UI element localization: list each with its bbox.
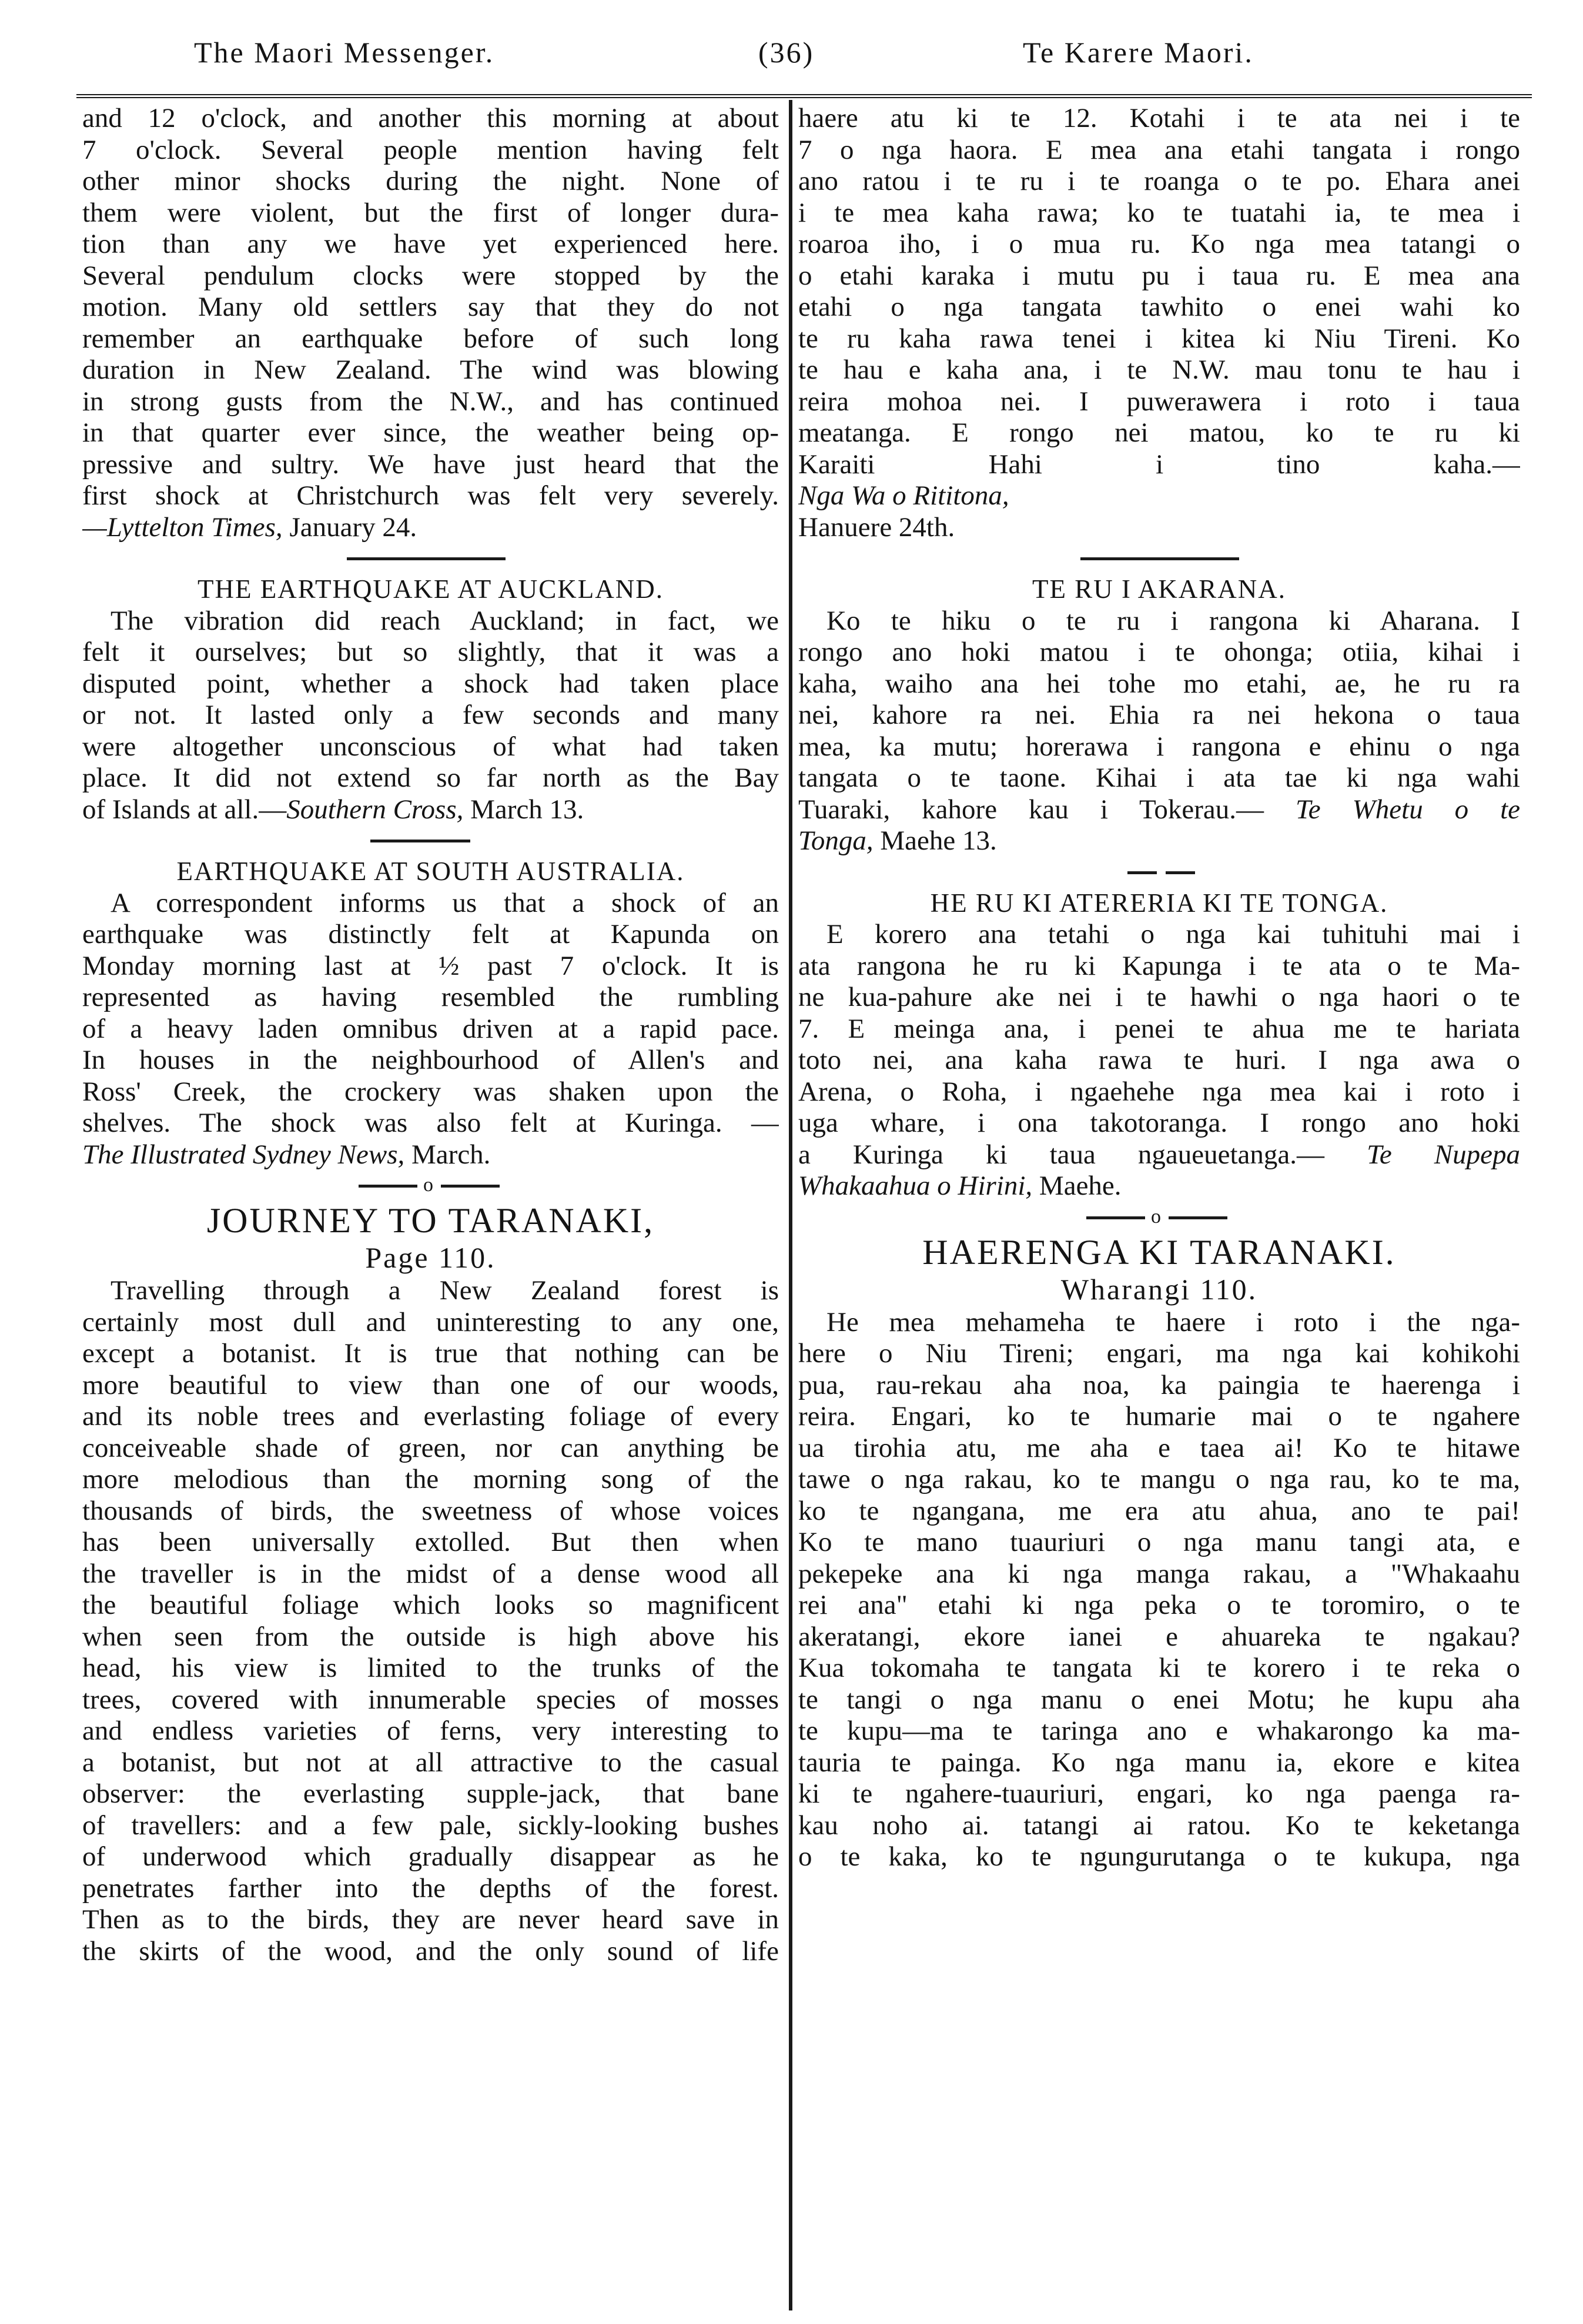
text-line: Tuaraki, kahore kau i Tokerau.— Te Whetu o te: [798, 794, 1520, 825]
source-name: Te Whetu o te: [1295, 794, 1520, 825]
text-line: has been universally extolled. But then when: [82, 1527, 779, 1557]
article-continued-text: [798, 103, 1520, 480]
text-line: kaha, waiho ana hei tohe mo etahi, ae, he ru ra: [798, 668, 1520, 699]
source-name: The Illustrated Sydney News,: [82, 1139, 405, 1170]
text-line: reira mohoa nei. I puwerawera i roto i taua: [798, 386, 1520, 417]
text-line: of underwood which gradually disappear as he: [82, 1841, 779, 1872]
text-line: Kua tokomaha te tangata ki te korero i te reka o: [798, 1653, 1520, 1683]
text-line: thousands of birds, the sweetness of whose voices: [82, 1495, 779, 1526]
text-line: trees, covered with innumerable species of mosses: [82, 1684, 779, 1715]
text-line: Arena, o Roha, i ngaehehe nga mea kai i roto i: [798, 1076, 1520, 1107]
source-date: Hanuere 24th.: [798, 511, 955, 543]
text-line: Karaiti Hahi i tino kaha.—: [798, 449, 1520, 480]
article-taranaki-text: [82, 1275, 779, 1967]
text-line: them were violent, but the first of longer dura-: [82, 197, 779, 228]
text-line: more beautiful to view than one of our woods,: [82, 1369, 779, 1400]
text-line: 7 o'clock. Several people mention having felt: [82, 134, 779, 165]
text-line: tawe o nga rakau, ko te mangu o nga rau, ko te ma,: [798, 1464, 1520, 1494]
source-date: Maehe 13.: [873, 825, 997, 856]
heading-earthquake-south-australia: EARTHQUAKE AT SOUTH AUSTRALIA.: [176, 857, 685, 886]
text-line: motion. Many old settlers say that they do not: [82, 292, 779, 322]
text-line: o etahi karaka i mutu pu i taua ru. E mea ana: [798, 260, 1520, 291]
source-name: —Lyttelton Times,: [82, 511, 283, 543]
text-line: akeratangi, ekore ianei e ahuareka te ngakau?: [798, 1621, 1520, 1652]
text-line: A correspondent informs us that a shock of an: [111, 887, 779, 918]
text-line: Ko te mano tuauriuri o nga manu tangi ata, e: [798, 1527, 1520, 1557]
text-line: ua tirohia atu, me aha e taea ai! Ko te hitawe: [798, 1432, 1520, 1463]
text-line: Monday morning last at ½ past 7 o'clock. It is: [82, 950, 779, 981]
text-line: mea, ka mutu; horerawa i rangona e ehinu o nga: [798, 731, 1520, 762]
text-line: duration in New Zealand. The wind was blowing: [82, 355, 779, 385]
text-line: felt it ourselves; but so slightly, that it was a: [82, 637, 779, 667]
text-line: of travellers: and a few pale, sickly-looking bushes: [82, 1810, 779, 1841]
text-line: kau noho ai. tatangi ai ratou. Ko te keketanga: [798, 1810, 1520, 1841]
text-line: te hau e kaha ana, i te N.W. mau tonu te hau i: [798, 355, 1520, 385]
text-line: tangata o te taone. Kihai i ata tae ki nga wahi: [798, 763, 1520, 793]
article-source-line: [798, 480, 1520, 543]
article-source-line: of Islands at all.—Southern Cross, March 13.: [82, 794, 584, 825]
source-date: March 13.: [463, 794, 584, 825]
text-line: shelves. The shock was also felt at Kuringa. —: [82, 1108, 779, 1138]
text-line: a botanist, but not at all attractive to the casual: [82, 1747, 779, 1778]
text-line: ano ratou i te ru i te roanga o te po. Ehara anei: [798, 166, 1520, 196]
text-line: remember an earthquake before of such long: [82, 323, 779, 354]
page-number: (36): [758, 36, 815, 69]
article-continued-text: [82, 103, 779, 512]
text-line: meatanga. E rongo nei matou, ko te ru ki: [798, 417, 1520, 448]
text-line: tion than any we have yet experienced here.: [82, 229, 779, 259]
article-source-line: [798, 825, 1520, 857]
text-line: certainly most dull and uninteresting to any one,: [82, 1306, 779, 1337]
text-line: Travelling through a New Zealand forest is: [111, 1275, 779, 1306]
text-line: more melodious than the morning song of the: [82, 1464, 779, 1494]
page-header: [0, 35, 1583, 82]
text-line: place. It did not extend so far north as the Bay: [82, 763, 779, 793]
text-line: here o Niu Tireni; engari, ma nga kai kohikohi: [798, 1338, 1520, 1369]
text-line: in strong gusts from the N.W., and has continued: [82, 386, 779, 417]
text-line: other minor shocks during the night. None of: [82, 166, 779, 196]
section-divider: [798, 857, 1520, 888]
text-line: pressive and sultry. We have just heard that the: [82, 449, 779, 480]
text-line: when seen from the outside is high above his: [82, 1621, 779, 1652]
heading-te-ru-i-akarana: TE RU I AKARANA.: [1032, 574, 1286, 604]
section-divider: [82, 543, 779, 574]
subheading-page-number: Wharangi 110.: [1060, 1272, 1258, 1306]
text-line: Ross' Creek, the crockery was shaken upon the: [82, 1076, 779, 1107]
text-line: observer: the everlasting supple-jack, that bane: [82, 1778, 779, 1809]
text-line: uga whare, i ona takotoranga. I rongo ano hoki: [798, 1108, 1520, 1138]
text-line: the beautiful foliage which looks so magnificent: [82, 1590, 779, 1620]
text-line: haere atu ki te 12. Kotahi i te ata nei i te: [798, 103, 1520, 133]
article-source-line: [82, 1139, 779, 1171]
text-line: tauria te painga. Ko nga manu ia, ekore e kitea: [798, 1747, 1520, 1778]
text-line: head, his view is limited to the trunks of the: [82, 1653, 779, 1683]
text-line: or not. It lasted only a few seconds and many: [82, 700, 779, 730]
heading-haerenga-ki-taranaki: HAERENGA KI TARANAKI.: [922, 1232, 1396, 1272]
text-line: Ko te hiku o te ru i rangona ki Aharana. I: [826, 605, 1520, 636]
heading-earthquake-auckland: THE EARTHQUAKE AT AUCKLAND.: [198, 574, 664, 604]
text-line: te kupu—ma te taringa ano e whakarongo ka ma-: [798, 1716, 1520, 1746]
source-name: Te Nupepa: [1367, 1139, 1520, 1170]
article-auckland-text: [82, 606, 779, 794]
source-name: Nga Wa o Rititona,: [798, 480, 1009, 511]
text-line: Several pendulum clocks were stopped by the: [82, 260, 779, 291]
text-line: E korero ana tetahi o nga kai tuhituhi mai i: [826, 919, 1520, 949]
text-line: pua, rau-rekau aha noa, ka paingia te haerenga i: [798, 1369, 1520, 1400]
text-line: i te mea kaha rawa; ko te tuatahi ia, te mea i: [798, 197, 1520, 228]
text-line: the skirts of the wood, and the only sound of life: [82, 1935, 779, 1967]
text-line: ata rangona he ru ki Kapunga i te ata o te Ma-: [798, 950, 1520, 981]
text-line: Then as to the birds, they are never heard save in: [82, 1904, 779, 1935]
text-line: were altogether unconscious of what had taken: [82, 731, 779, 762]
text-line: conceiveable shade of green, nor can anything be: [82, 1432, 779, 1463]
source-name: Southern Cross,: [286, 794, 464, 825]
text-line: nei, kahore ra nei. Ehia ra nei hekona o taua: [798, 700, 1520, 730]
text-line: earthquake was distinctly felt at Kapunda on: [82, 919, 779, 949]
header-title-maori: Te Karere Maori.: [1023, 36, 1254, 69]
text-line: ne kua-pahure ake nei i te hawhi o nga haori o te: [798, 982, 1520, 1012]
source-name: Tonga,: [798, 825, 874, 856]
article-source-line: [798, 1171, 1520, 1202]
article-taranaki-text: [798, 1307, 1520, 1873]
text-line: and its noble trees and everlasting foliage of every: [82, 1401, 779, 1432]
text-line: 7. E meinga ana, i penei te ahua me te hariata: [798, 1013, 1520, 1044]
text-line: disputed point, whether a shock had taken place: [82, 668, 779, 699]
text-line: represented as having resembled the rumbling: [82, 982, 779, 1012]
text-line: the traveller is in the midst of a dense wood all: [82, 1558, 779, 1589]
text-line: 7 o nga haora. E mea ana etahi tangata i rongo: [798, 134, 1520, 165]
header-rule: [76, 94, 1532, 98]
section-divider: [798, 1202, 1520, 1233]
text-line: a Kuringa ki taua ngaueuetanga.— Te Nupepa: [798, 1139, 1520, 1170]
article-atereria-text: [798, 919, 1520, 1171]
divider-ornament: o: [1151, 1205, 1161, 1228]
subheading-page-number: Page 110.: [365, 1241, 496, 1274]
text-line: first shock at Christchurch was felt very severely.: [82, 480, 779, 511]
source-name: Whakaahua o Hirini,: [798, 1171, 1033, 1201]
text-line: of a heavy laden omnibus driven at a rapid pace.: [82, 1013, 779, 1044]
text-line: except a botanist. It is true that nothing can be: [82, 1338, 779, 1369]
column-rule: [789, 100, 792, 2310]
text-line: and endless varieties of ferns, very interesting to: [82, 1716, 779, 1746]
text-line: rongo ano hoki matou i te ohonga; otiia, kihai i: [798, 637, 1520, 667]
section-divider: [82, 1171, 779, 1201]
text-line: o te kaka, ko te ngungurutanga o te kukupa, nga: [798, 1841, 1520, 1872]
text-line: te ru kaha rawa tenei i kitea ki Niu Tireni. Ko: [798, 323, 1520, 354]
article-source-line: [82, 512, 779, 544]
text-line: etahi o nga tangata tawhito o enei wahi ko: [798, 292, 1520, 322]
text-line: toto nei, ana kaha rawa te huri. I nga awa o: [798, 1045, 1520, 1075]
text-line: rei ana" etahi ki nga peka o te toromiro, o te: [798, 1590, 1520, 1620]
text-line: penetrates farther into the depths of the forest.: [82, 1872, 779, 1904]
english-column: [82, 103, 779, 1967]
text-line: He mea mehameha te haere i roto i the nga-: [826, 1306, 1520, 1337]
text-line: in that quarter ever since, the weather being op-: [82, 417, 779, 448]
header-title-english: The Maori Messenger.: [194, 36, 495, 69]
heading-journey-to-taranaki: JOURNEY TO TARANAKI,: [206, 1201, 655, 1240]
article-south-australia-text: [82, 888, 779, 1139]
text-line: roaroa iho, i o mua ru. Ko nga mea tatangi o: [798, 229, 1520, 259]
section-divider: [82, 825, 779, 856]
source-date: March.: [404, 1139, 491, 1170]
section-divider: [798, 543, 1520, 574]
text-line: ki te ngahere-tuauriuri, engari, ko nga paenga ra-: [798, 1778, 1520, 1809]
source-date: January 24.: [282, 511, 417, 543]
text-line: The vibration did reach Auckland; in fact, we: [111, 605, 779, 636]
heading-he-ru-ki-atereria: HE RU KI ATERERIA KI TE TONGA.: [930, 888, 1388, 918]
text-line: reira. Engari, ko te humarie mai o te ngahere: [798, 1401, 1520, 1432]
text-line: and 12 o'clock, and another this morning at about: [82, 103, 779, 133]
divider-ornament: o: [423, 1174, 433, 1196]
source-date: Maehe.: [1032, 1171, 1122, 1201]
text-line: pekepeke ana ki nga manga rakau, a "Whakaahu: [798, 1558, 1520, 1589]
article-akarana-text: [798, 606, 1520, 826]
text-line: ko te ngangana, me era atu ahua, ano te pai!: [798, 1495, 1520, 1526]
maori-column: [798, 103, 1520, 1873]
text-line: In houses in the neighbourhood of Allen's and: [82, 1045, 779, 1075]
text-line: te tangi o nga manu o enei Motu; he kupu aha: [798, 1684, 1520, 1715]
